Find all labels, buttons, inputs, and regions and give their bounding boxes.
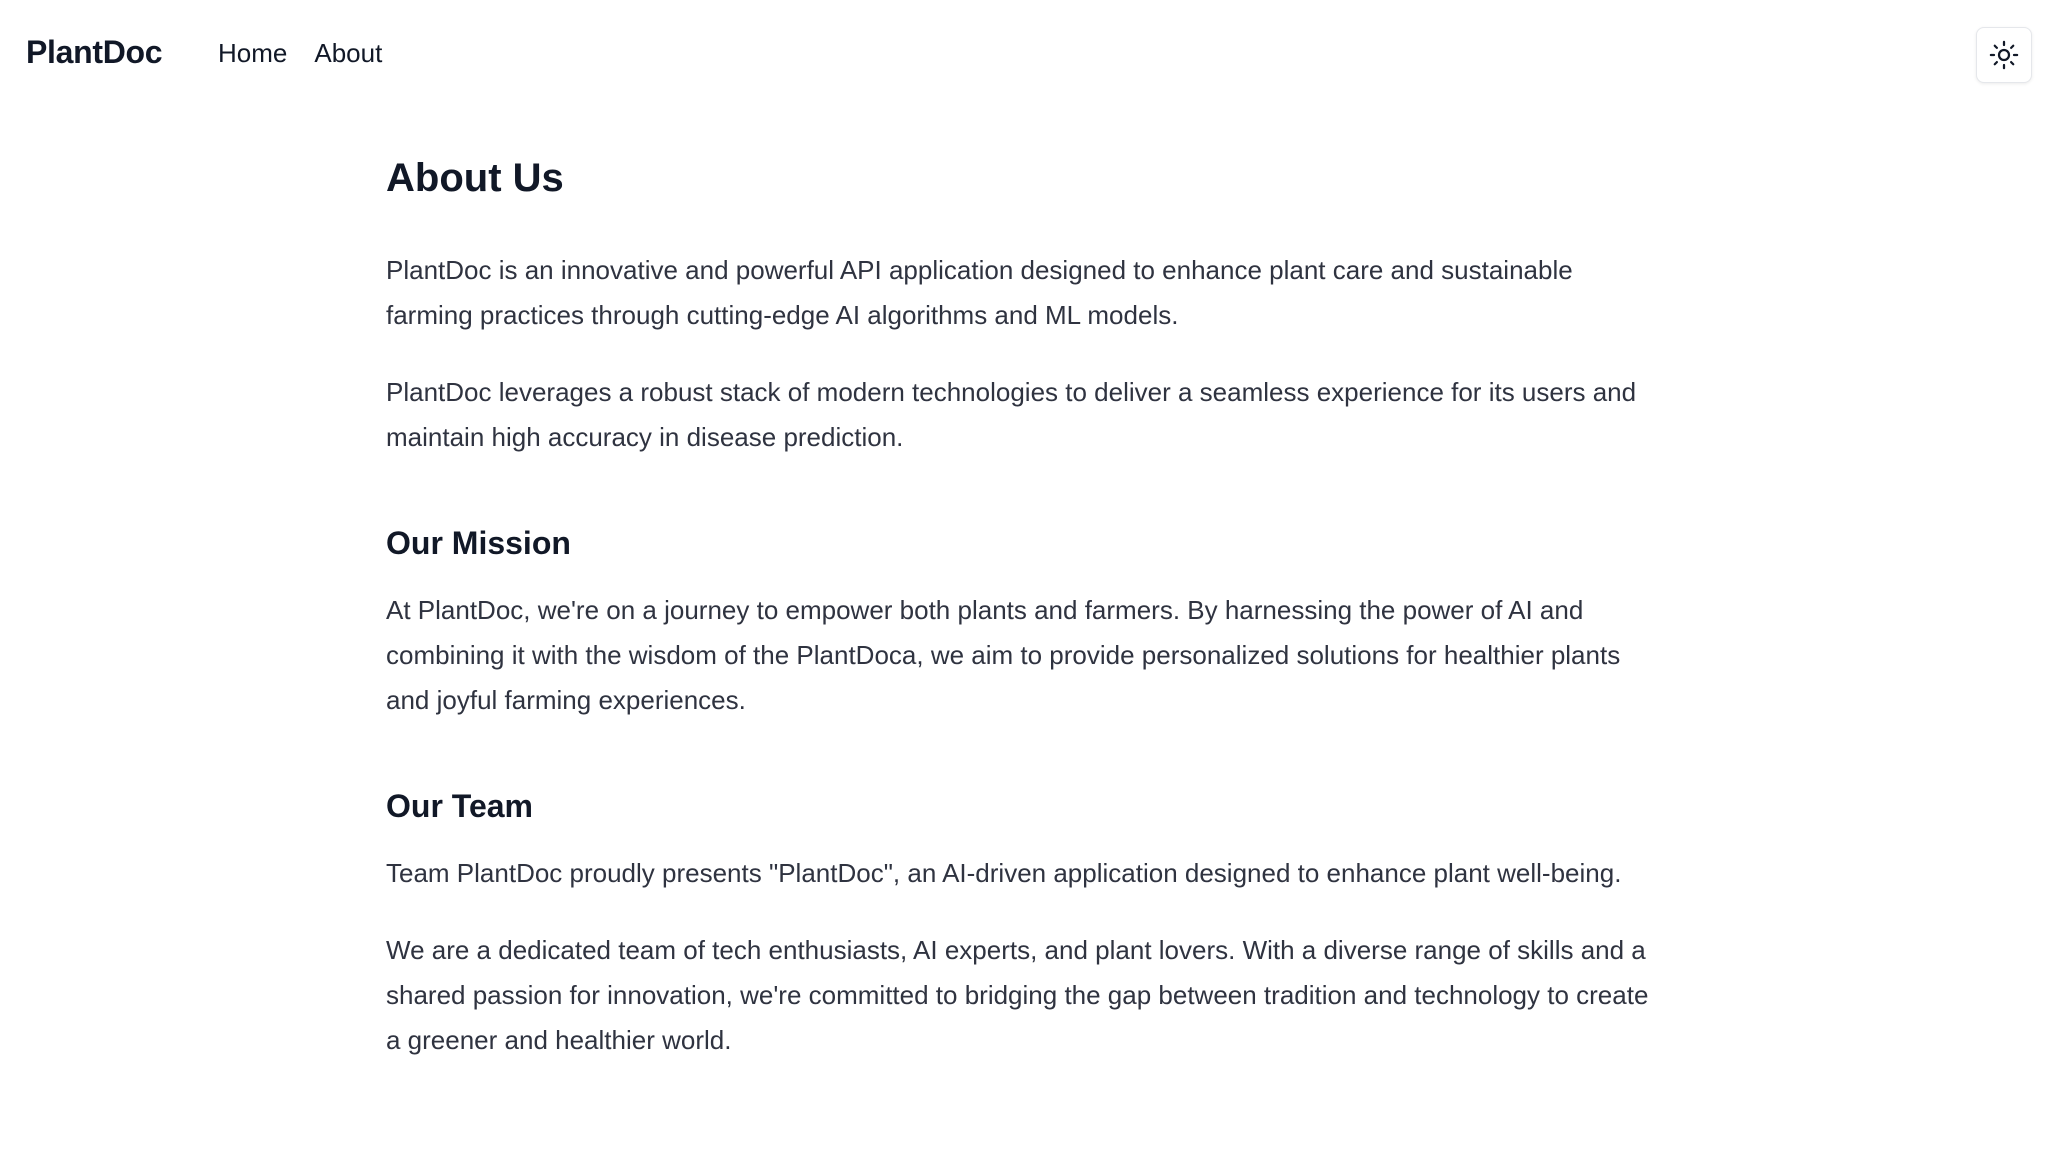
intro-paragraph: PlantDoc leverages a robust stack of modern technologies to deliver a seamless experience for its users and maintain high accuracy in disease prediction. bbox=[386, 377, 1637, 452]
mission-heading: Our Mission bbox=[386, 525, 571, 561]
nav-link-home[interactable]: Home bbox=[218, 38, 288, 68]
theme-toggle-button[interactable] bbox=[1976, 27, 2032, 83]
page-title: About Us bbox=[386, 156, 564, 200]
nav-links bbox=[218, 38, 382, 69]
nav-link-about[interactable]: About bbox=[314, 38, 383, 68]
mission-paragraph: At PlantDoc, we're on a journey to empower both plants and farmers. By harnessing the power of AI and combining it with the wisdom of the PlantDoca, we aim to provide personalized solutions for healthier plants and joyful farming experiences. bbox=[386, 595, 1621, 715]
team-paragraph: Team PlantDoc proudly presents "PlantDoc", an AI-driven application designed to enhance plant well-being. bbox=[386, 858, 1622, 888]
about-content bbox=[386, 150, 1662, 1095]
intro-paragraph: PlantDoc is an innovative and powerful API application designed to enhance plant care and sustainable farming practices through cutting-edge AI algorithms and ML models. bbox=[386, 255, 1573, 330]
navbar bbox=[0, 0, 2048, 108]
team-heading: Our Team bbox=[386, 788, 533, 824]
team-paragraph: We are a dedicated team of tech enthusiasts, AI experts, and plant lovers. With a diverse range of skills and a shared passion for innovation, we're committed to bridging the gap between tradition and technology to create a greener and healthier world. bbox=[386, 935, 1649, 1055]
brand-logo[interactable]: PlantDoc bbox=[26, 34, 163, 70]
sun-icon bbox=[1989, 40, 2019, 70]
